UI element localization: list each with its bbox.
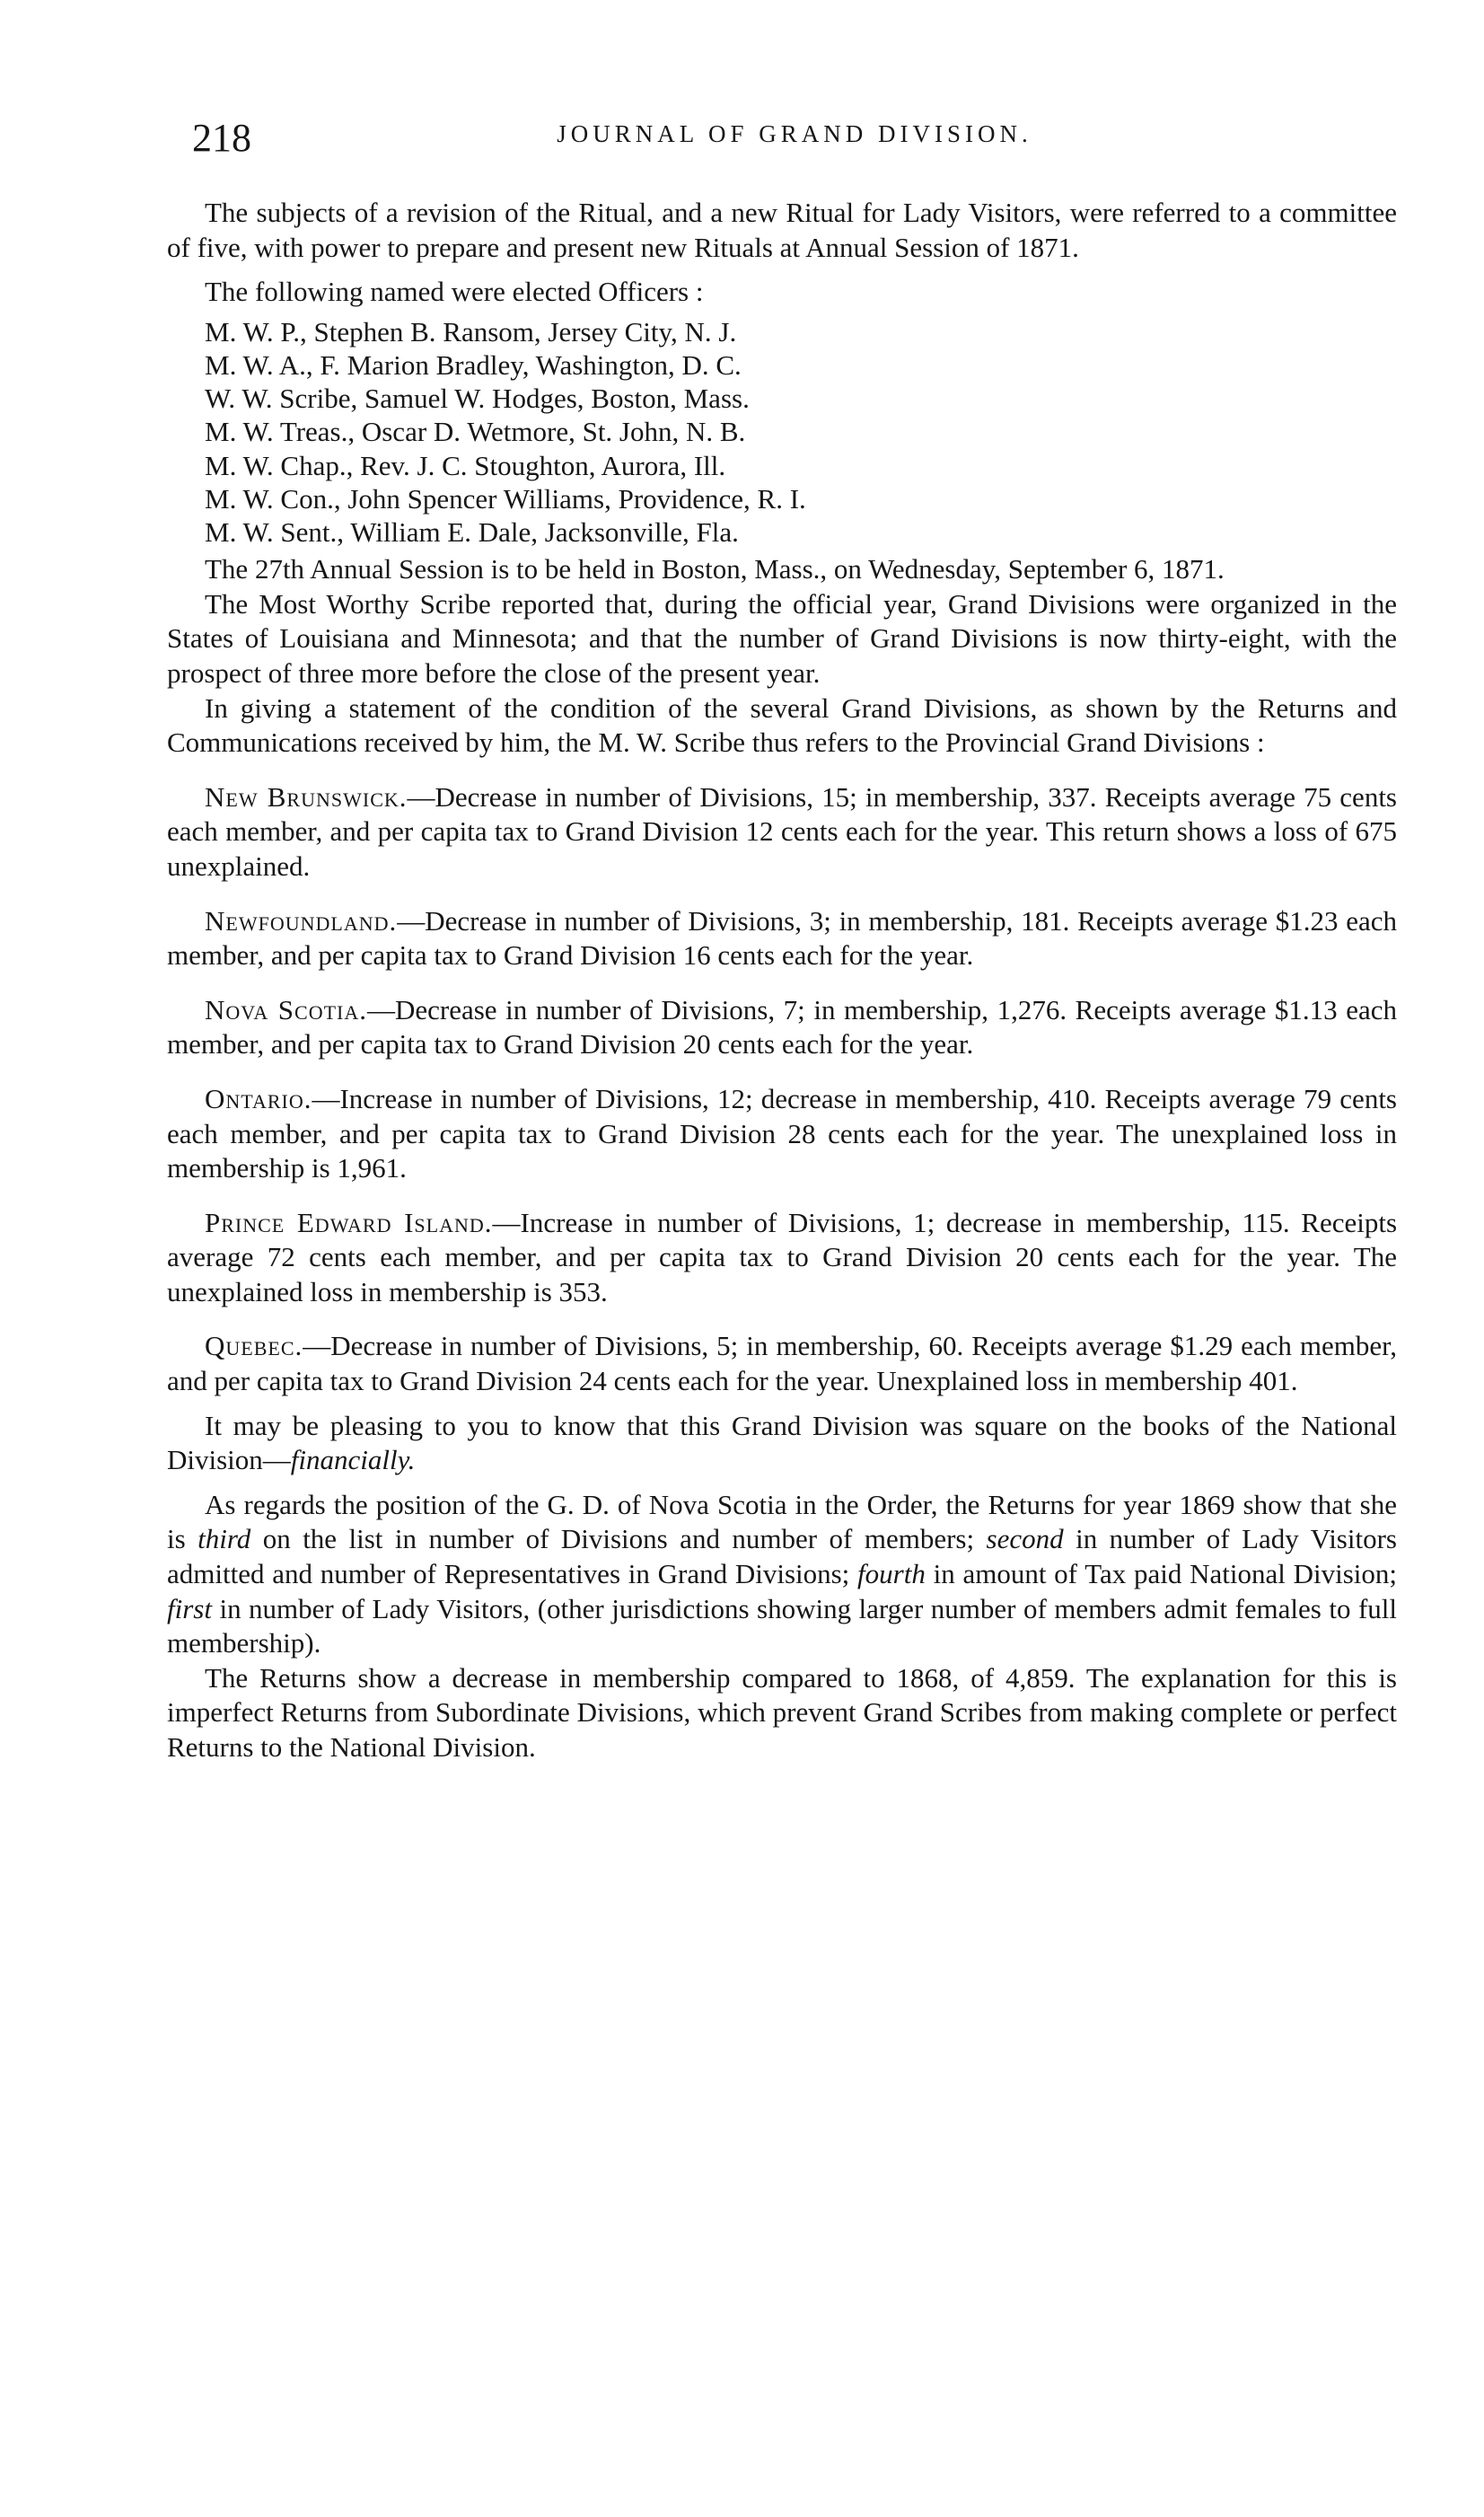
page-body [167, 196, 1397, 1765]
province-quebec [167, 1329, 1397, 1398]
running-head: JOURNAL OF GRAND DIVISION. [557, 120, 1032, 147]
paragraph-text: It may be pleasing to you to know that this Grand Division was square on the books of the National Division— [167, 1409, 1397, 1476]
paragraph-text: As regards the position of the G. D. of Nova Scotia in the Order, the Returns for year 1869 show that she is [167, 1488, 1397, 1555]
paragraph-text: in amount of Tax paid National Division; [925, 1558, 1397, 1590]
emphasis-fourth: fourth [857, 1558, 926, 1590]
paragraph-session: The 27th Annual Session is to be held in Boston, Mass., on Wednesday, September 6, 1871. [205, 553, 1225, 585]
paragraph-text: on the list in number of Divisions and number of members; [250, 1523, 987, 1555]
emphasis-third: third [198, 1523, 251, 1555]
paragraph-returns: The Returns show a decrease in membership compared to 1868, of 4,859. The explanation for this is imperfect Returns from Subordinate Divisions, which prevent Grand Scribes from making complete or perfect Returns to the National Division. [167, 1661, 1397, 1764]
paragraph-statement: In giving a statement of the condition of the several Grand Divisions, as shown by the Returns and Communications received by him, the M. W. Scribe thus refers to the Provincial Grand Divisions : [167, 691, 1397, 759]
province-name: Quebec. [205, 1330, 303, 1362]
province-text: —Decrease in number of Divisions, 5; in membership, 60. Receipts average $1.29 each member, and per capita tax to Grand Division 24 cents each for the year. Unexplained loss in membership 401. [167, 1330, 1397, 1397]
province-name: Prince Edward Island. [205, 1206, 493, 1238]
emphasis-second: second [986, 1523, 1064, 1555]
officer-line: M. W. Sent., William E. Dale, Jacksonville, Fla. [205, 516, 739, 548]
emphasis-financially: financially. [290, 1444, 416, 1476]
province-text: —Decrease in number of Divisions, 7; in membership, 1,276. Receipts average $1.13 each member, and per capita tax to Grand Division 20 cents each for the year. [167, 993, 1397, 1060]
officer-line: W. W. Scribe, Samuel W. Hodges, Boston, Mass. [205, 383, 750, 415]
officer-line: M. W. A., F. Marion Bradley, Washington, D. C. [205, 348, 742, 381]
officer-line: M. W. Treas., Oscar D. Wetmore, St. John, N. B. [205, 416, 746, 448]
province-newfoundland [167, 904, 1397, 973]
province-ontario [167, 1082, 1397, 1186]
paragraph-text: in number of Lady Visitors, (other jurisdictions showing larger number of members admit females to full membership). [167, 1592, 1397, 1659]
page-header [192, 115, 1397, 169]
province-new-brunswick [167, 780, 1397, 884]
paragraph-ritual: The subjects of a revision of the Ritual, and a new Ritual for Lady Visitors, were referred to a committee of five, with power to prepare and present new Rituals at Annual Session of 1871. [167, 197, 1397, 263]
paragraph-text: in number of Lady Visitors admitted and number of Representatives in Grand Divisions; [167, 1523, 1397, 1590]
province-text: —Decrease in number of Divisions, 15; in membership, 337. Receipts average 75 cents each member, and per capita tax to Grand Division 12 cents each for the year. This return shows a loss of 675 unexplained. [167, 780, 1397, 882]
province-text: —Increase in number of Divisions, 12; decrease in membership, 410. Receipts average 79 cents each member, and per capita tax to Grand Division 28 cents each for the year. The unexplained loss in membership is 1,961. [167, 1082, 1397, 1184]
province-name: Newfoundland. [205, 904, 398, 937]
province-name: Ontario. [205, 1082, 312, 1114]
officer-line: M. W. Con., John Spencer Williams, Providence, R. I. [205, 482, 806, 515]
province-prince-edward-island [167, 1206, 1397, 1310]
officers-intro: The following named were elected Officers : [205, 276, 704, 308]
emphasis-first: first [167, 1592, 212, 1624]
province-name: Nova Scotia. [205, 993, 367, 1025]
province-text: —Decrease in number of Divisions, 3; in membership, 181. Receipts average $1.23 each member, and per capita tax to Grand Division 16 cents each for the year. [167, 904, 1397, 972]
officers-list [167, 315, 1397, 549]
province-nova-scotia [167, 993, 1397, 1062]
paragraph-regards [167, 1488, 1397, 1661]
province-text: —Increase in number of Divisions, 1; decrease in membership, 115. Receipts average 72 cents each member, and per capita tax to Grand Division 20 cents each for the year. The unexplained loss in membership is 353. [167, 1206, 1398, 1307]
paragraph-pleasing [167, 1409, 1397, 1478]
officer-line: M. W. Chap., Rev. J. C. Stoughton, Aurora, Ill. [205, 449, 726, 481]
province-name: New Brunswick. [205, 780, 408, 813]
paragraph-scribe-report: The Most Worthy Scribe reported that, during the official year, Grand Divisions were organized in the States of Louisiana and Minnesota; and that the number of Grand Divisions is now thirty-eight, with the prospect of three more before the close of the present year. [167, 587, 1397, 689]
officer-line: M. W. P., Stephen B. Ransom, Jersey City, N. J. [205, 315, 737, 348]
page-number: 218 [192, 116, 251, 160]
